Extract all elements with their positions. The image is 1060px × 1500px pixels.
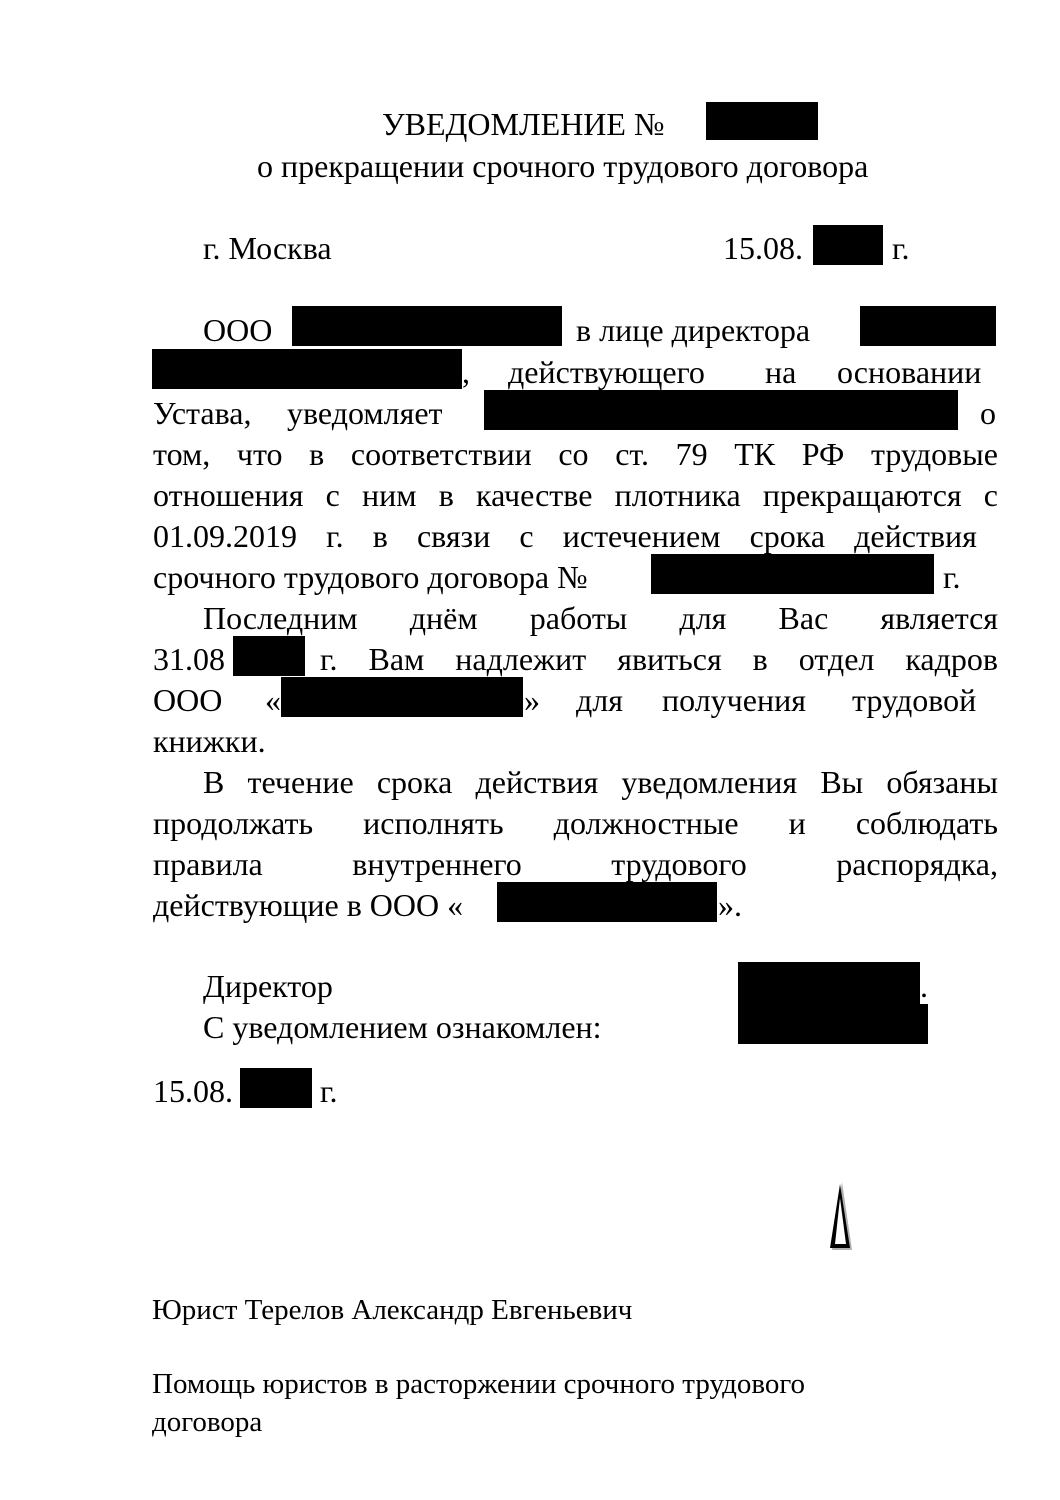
text-for: для xyxy=(576,682,623,718)
redaction-last-day-year xyxy=(233,636,305,676)
text-year-abbrev: г. xyxy=(943,559,961,595)
body-line: Последним днём работы для Вас является xyxy=(203,600,998,636)
redaction-ack-year xyxy=(240,1068,312,1108)
body-line: В течение срока действия уведомления Вы обязаны xyxy=(203,764,998,800)
director-label: Директор xyxy=(203,968,333,1004)
redaction-employee-signature xyxy=(738,1004,928,1044)
redaction-company-name-3 xyxy=(497,882,717,922)
text-notifies: уведомляет xyxy=(287,395,443,431)
quote-close: » xyxy=(524,682,540,718)
triangle-mark-icon xyxy=(826,1180,854,1256)
body-line: правила внутреннего трудового распорядка, xyxy=(153,846,998,882)
ack-date-suffix: г. xyxy=(320,1073,338,1109)
text-basis: основании xyxy=(837,354,982,390)
redaction-director-name-2 xyxy=(152,349,462,389)
body-line: отношения с ним в качестве плотника прекращаются с xyxy=(153,477,998,513)
text-labor: трудовой xyxy=(852,682,977,718)
body-line: продолжать исполнять должностные и соблюдать xyxy=(153,805,998,841)
acknowledged-label: С уведомлением ознакомлен: xyxy=(203,1009,602,1045)
text-charter: Устава, xyxy=(153,395,252,431)
redaction-contract-number xyxy=(651,554,934,594)
text-ooo-2: ООО xyxy=(153,682,223,718)
notice-subject: о прекращении срочного трудового договора xyxy=(257,148,869,184)
redaction-director-signature xyxy=(738,962,920,1004)
redaction-director-name-1 xyxy=(860,306,996,346)
footer-service-line1: Помощь юристов в расторжении срочного трудового xyxy=(152,1368,806,1400)
quote-open: « xyxy=(265,682,281,718)
ack-date-prefix: 15.08. xyxy=(153,1073,233,1109)
footer-author: Юрист Терелов Александр Евгеньевич xyxy=(152,1294,633,1326)
body-line: 01.09.2019 г. в связи с истечением срока действия xyxy=(153,518,977,554)
notice-title: УВЕДОМЛЕНИЕ № xyxy=(382,106,665,142)
quote-close-2: ». xyxy=(718,887,742,923)
body-line: г. Вам надлежит явиться в отдел кадров xyxy=(320,641,998,677)
footer-service-line2: договора xyxy=(152,1406,263,1438)
text-o: о xyxy=(980,395,996,431)
redaction-company-name-2 xyxy=(281,677,523,717)
text-acting: действующего xyxy=(508,354,705,390)
text-in-effect: действующие в ООО « xyxy=(153,887,464,923)
text-last-day: 31.08 xyxy=(153,641,225,677)
city: г. Москва xyxy=(203,230,332,266)
text-contract-number: срочного трудового договора № xyxy=(153,559,588,595)
text-comma: , xyxy=(462,354,470,390)
redaction-company-name xyxy=(292,306,562,346)
date-suffix: г. xyxy=(892,230,910,266)
text-on: на xyxy=(765,354,797,390)
director-dot: . xyxy=(920,968,928,1004)
text-receiving: получения xyxy=(662,682,806,718)
redaction-notice-number xyxy=(706,102,818,140)
text-book: книжки. xyxy=(153,723,266,759)
redaction-employee-name xyxy=(484,390,958,430)
redaction-year xyxy=(813,225,883,265)
text-represented-by: в лице директора xyxy=(576,312,811,348)
body-line: том, что в соответствии со ст. 79 ТК РФ трудовые xyxy=(153,436,998,472)
date-prefix: 15.08. xyxy=(723,230,803,266)
text-ooo: ООО xyxy=(203,312,273,348)
